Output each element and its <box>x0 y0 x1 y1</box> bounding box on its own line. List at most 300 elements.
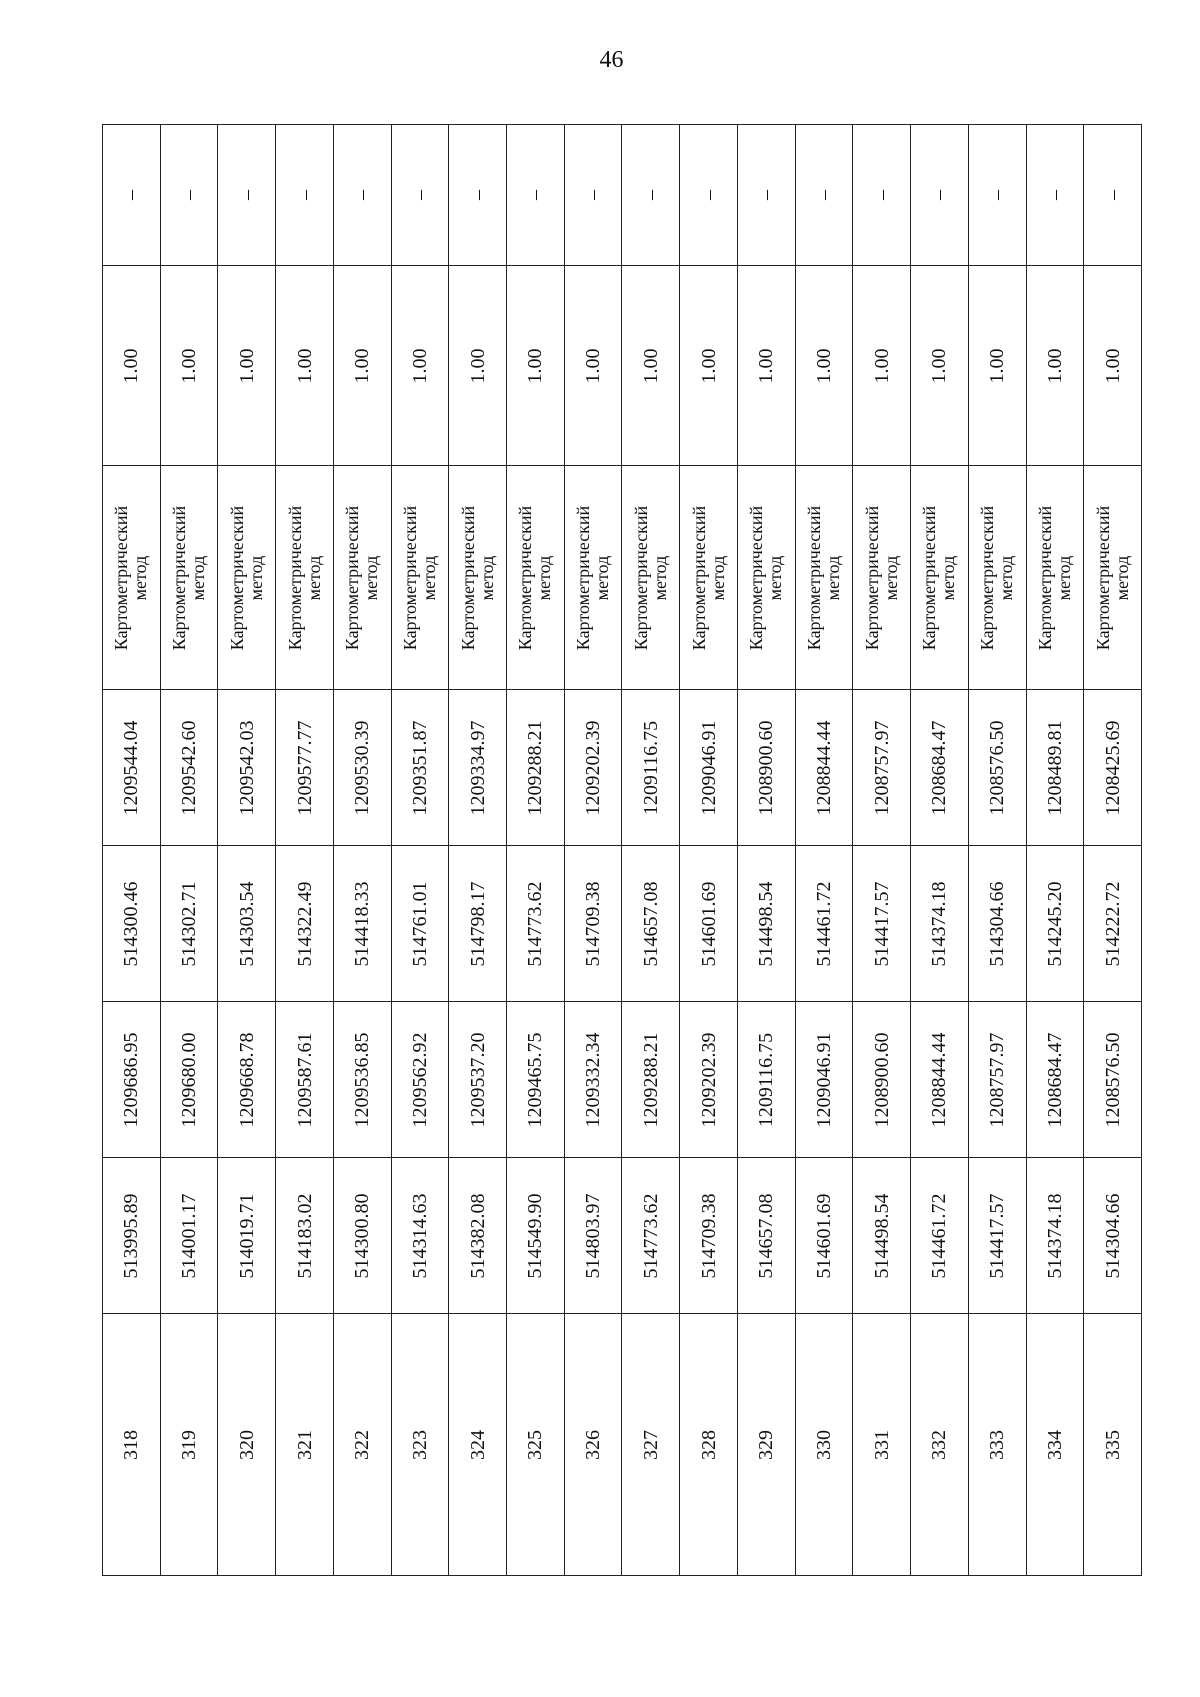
note-cell <box>565 125 622 266</box>
y1-cell <box>507 1002 564 1158</box>
method-cell <box>392 466 449 690</box>
note-text: – <box>120 190 143 200</box>
method-line: Картометрический <box>111 505 132 650</box>
table-row <box>738 125 796 1575</box>
precision-cell <box>738 266 795 466</box>
note-text: – <box>697 190 720 200</box>
note-cell <box>622 125 679 266</box>
x1-cell <box>796 1158 853 1314</box>
x2-text: 514461.72 <box>812 881 835 966</box>
y1-cell <box>392 1002 449 1158</box>
y1-cell <box>1084 1002 1141 1158</box>
x1-cell <box>103 1158 160 1314</box>
x1-text: 514374.18 <box>1043 1193 1066 1278</box>
precision-text: 1.00 <box>408 348 431 383</box>
note-text: – <box>986 190 1009 200</box>
x2-text: 514304.66 <box>986 881 1009 966</box>
note-text: – <box>1043 190 1066 200</box>
y2-text: 1209202.39 <box>582 720 605 815</box>
y1-text: 1209202.39 <box>697 1032 720 1127</box>
x2-text: 514417.57 <box>870 881 893 966</box>
point-number-text: 333 <box>986 1429 1009 1460</box>
y1-cell <box>738 1002 795 1158</box>
x1-text: 514549.90 <box>524 1193 547 1278</box>
x2-cell <box>680 846 737 1002</box>
x2-cell <box>334 846 391 1002</box>
note-cell <box>103 125 160 266</box>
method-cell <box>276 466 333 690</box>
x1-cell <box>853 1158 910 1314</box>
precision-text: 1.00 <box>870 348 893 383</box>
y2-cell <box>680 690 737 846</box>
y2-cell <box>334 690 391 846</box>
x2-text: 514773.62 <box>524 881 547 966</box>
method-line: метод <box>592 555 613 600</box>
y2-cell <box>622 690 679 846</box>
method-text <box>1036 505 1074 649</box>
y1-text: 1208757.97 <box>986 1032 1009 1127</box>
x1-cell <box>680 1158 737 1314</box>
point-number-text: 321 <box>293 1429 316 1460</box>
method-line: Картометрический <box>399 505 420 650</box>
precision-cell <box>1084 266 1141 466</box>
x1-text: 514304.66 <box>1101 1193 1124 1278</box>
method-cell <box>622 466 679 690</box>
y2-cell <box>161 690 218 846</box>
x1-text: 514498.54 <box>870 1193 893 1278</box>
note-text: – <box>639 190 662 200</box>
method-line: Картометрический <box>1092 505 1113 650</box>
y1-cell <box>103 1002 160 1158</box>
method-text <box>978 505 1016 649</box>
precision-text: 1.00 <box>524 348 547 383</box>
method-cell <box>853 466 910 690</box>
y2-cell <box>853 690 910 846</box>
y2-text: 1209542.03 <box>235 720 258 815</box>
precision-cell <box>334 266 391 466</box>
y2-text: 1209542.60 <box>178 720 201 815</box>
y2-cell <box>218 690 275 846</box>
method-cell <box>565 466 622 690</box>
method-line: Картометрический <box>630 505 651 650</box>
point-number-cell <box>622 1314 679 1575</box>
point-number-cell <box>392 1314 449 1575</box>
point-number-cell <box>276 1314 333 1575</box>
method-line: Картометрический <box>861 505 882 650</box>
method-line: Картометрический <box>457 505 478 650</box>
x1-text: 514183.02 <box>293 1193 316 1278</box>
precision-text: 1.00 <box>1043 348 1066 383</box>
x1-text: 514601.69 <box>812 1193 835 1278</box>
method-cell <box>911 466 968 690</box>
point-number-cell <box>1027 1314 1084 1575</box>
y2-text: 1208757.97 <box>870 720 893 815</box>
precision-text: 1.00 <box>235 348 258 383</box>
x2-cell <box>449 846 506 1002</box>
y1-cell <box>680 1002 737 1158</box>
note-cell <box>449 125 506 266</box>
method-line: Картометрический <box>515 505 536 650</box>
precision-text: 1.00 <box>1101 348 1124 383</box>
method-cell <box>218 466 275 690</box>
precision-text: 1.00 <box>639 348 662 383</box>
note-text: – <box>178 190 201 200</box>
x2-text: 514245.20 <box>1043 881 1066 966</box>
y1-text: 1209680.00 <box>178 1032 201 1127</box>
point-number-cell <box>449 1314 506 1575</box>
note-cell <box>680 125 737 266</box>
y2-cell <box>738 690 795 846</box>
x1-text: 514019.71 <box>235 1193 258 1278</box>
point-number-cell <box>738 1314 795 1575</box>
method-line: Картометрический <box>746 505 767 650</box>
note-text: – <box>235 190 258 200</box>
y2-text: 1209530.39 <box>351 720 374 815</box>
method-line: метод <box>188 555 209 600</box>
y1-cell <box>969 1002 1026 1158</box>
table-row <box>796 125 854 1575</box>
precision-cell <box>276 266 333 466</box>
method-line: Картометрический <box>977 505 998 650</box>
point-number-text: 325 <box>524 1429 547 1460</box>
method-line: метод <box>476 555 497 600</box>
page-number: 46 <box>599 47 624 73</box>
note-cell <box>507 125 564 266</box>
method-line: метод <box>534 555 555 600</box>
method-line: метод <box>707 555 728 600</box>
x2-text: 514798.17 <box>466 881 489 966</box>
note-text: – <box>408 190 431 200</box>
x1-cell <box>392 1158 449 1314</box>
note-cell <box>392 125 449 266</box>
method-text <box>112 505 150 649</box>
x2-cell <box>507 846 564 1002</box>
method-line: Картометрический <box>226 505 247 650</box>
note-text: – <box>351 190 374 200</box>
method-cell <box>507 466 564 690</box>
x1-cell <box>449 1158 506 1314</box>
point-number-text: 319 <box>178 1429 201 1460</box>
y2-text: 1208900.60 <box>755 720 778 815</box>
x2-cell <box>1027 846 1084 1002</box>
note-text: – <box>524 190 547 200</box>
point-number-text: 334 <box>1043 1429 1066 1460</box>
y2-cell <box>103 690 160 846</box>
point-number-text: 324 <box>466 1429 489 1460</box>
x2-text: 514322.49 <box>293 881 316 966</box>
y1-text: 1208684.47 <box>1043 1032 1066 1127</box>
y2-cell <box>1084 690 1141 846</box>
y1-cell <box>911 1002 968 1158</box>
method-line: метод <box>822 555 843 600</box>
point-number-cell <box>334 1314 391 1575</box>
y1-text: 1209046.91 <box>812 1032 835 1127</box>
y1-text: 1209116.75 <box>755 1032 778 1127</box>
x2-text: 514709.38 <box>582 881 605 966</box>
x1-text: 514803.97 <box>582 1193 605 1278</box>
method-text <box>1094 505 1132 649</box>
x2-cell <box>911 846 968 1002</box>
precision-cell <box>392 266 449 466</box>
method-cell <box>680 466 737 690</box>
x2-cell <box>796 846 853 1002</box>
y2-text: 1208425.69 <box>1101 720 1124 815</box>
note-cell <box>911 125 968 266</box>
y1-text: 1209686.95 <box>120 1032 143 1127</box>
x1-text: 514709.38 <box>697 1193 720 1278</box>
precision-text: 1.00 <box>697 348 720 383</box>
y1-text: 1209537.20 <box>466 1032 489 1127</box>
x1-cell <box>565 1158 622 1314</box>
table-row <box>1084 125 1142 1575</box>
table-row <box>622 125 680 1575</box>
point-number-cell <box>565 1314 622 1575</box>
method-cell <box>334 466 391 690</box>
method-cell <box>449 466 506 690</box>
method-cell <box>161 466 218 690</box>
x1-text: 514657.08 <box>755 1193 778 1278</box>
x1-text: 514461.72 <box>928 1193 951 1278</box>
method-line: метод <box>303 555 324 600</box>
precision-cell <box>796 266 853 466</box>
point-number-text: 331 <box>870 1429 893 1460</box>
method-cell <box>1027 466 1084 690</box>
note-cell <box>161 125 218 266</box>
method-line: метод <box>130 555 151 600</box>
x2-text: 514498.54 <box>755 881 778 966</box>
note-text: – <box>1101 190 1124 200</box>
note-text: – <box>466 190 489 200</box>
note-text: – <box>582 190 605 200</box>
y1-cell <box>276 1002 333 1158</box>
note-cell <box>853 125 910 266</box>
point-number-cell <box>680 1314 737 1575</box>
precision-text: 1.00 <box>986 348 1009 383</box>
method-line: Картометрический <box>169 505 190 650</box>
precision-cell <box>161 266 218 466</box>
point-number-text: 318 <box>120 1429 143 1460</box>
note-cell <box>796 125 853 266</box>
y1-cell <box>796 1002 853 1158</box>
precision-cell <box>565 266 622 466</box>
method-text <box>401 505 439 649</box>
x2-cell <box>1084 846 1141 1002</box>
x2-text: 514222.72 <box>1101 881 1124 966</box>
y1-cell <box>622 1002 679 1158</box>
method-line: метод <box>996 555 1017 600</box>
y2-cell <box>796 690 853 846</box>
x2-cell <box>392 846 449 1002</box>
point-number-cell <box>1084 1314 1141 1575</box>
method-line: Картометрический <box>919 505 940 650</box>
y1-cell <box>565 1002 622 1158</box>
method-cell <box>796 466 853 690</box>
y2-text: 1209544.04 <box>120 720 143 815</box>
point-number-text: 332 <box>928 1429 951 1460</box>
precision-cell <box>103 266 160 466</box>
method-line: Картометрический <box>284 505 305 650</box>
y2-text: 1209577.77 <box>293 720 316 815</box>
method-cell <box>969 466 1026 690</box>
precision-cell <box>449 266 506 466</box>
precision-text: 1.00 <box>755 348 778 383</box>
method-text <box>459 505 497 649</box>
x2-text: 514418.33 <box>351 881 374 966</box>
table-row <box>392 125 450 1575</box>
note-cell <box>1084 125 1141 266</box>
point-number-cell <box>853 1314 910 1575</box>
y2-text: 1208489.81 <box>1043 720 1066 815</box>
coordinates-table <box>102 124 1142 1576</box>
point-number-text: 320 <box>235 1429 258 1460</box>
point-number-text: 323 <box>408 1429 431 1460</box>
y1-text: 1209288.21 <box>639 1032 662 1127</box>
x1-cell <box>276 1158 333 1314</box>
y2-text: 1208576.50 <box>986 720 1009 815</box>
table-row <box>853 125 911 1575</box>
point-number-text: 326 <box>582 1429 605 1460</box>
x1-text: 514382.08 <box>466 1193 489 1278</box>
y2-cell <box>911 690 968 846</box>
x1-cell <box>1084 1158 1141 1314</box>
point-number-cell <box>507 1314 564 1575</box>
x2-cell <box>622 846 679 1002</box>
x1-text: 513995.89 <box>120 1193 143 1278</box>
note-text: – <box>293 190 316 200</box>
method-text <box>343 505 381 649</box>
x2-text: 514761.01 <box>408 881 431 966</box>
point-number-cell <box>218 1314 275 1575</box>
method-text <box>286 505 324 649</box>
table-row <box>507 125 565 1575</box>
note-cell <box>276 125 333 266</box>
precision-text: 1.00 <box>812 348 835 383</box>
precision-cell <box>853 266 910 466</box>
note-cell <box>738 125 795 266</box>
y1-text: 1208844.44 <box>928 1032 951 1127</box>
x2-cell <box>276 846 333 1002</box>
precision-text: 1.00 <box>466 348 489 383</box>
x1-cell <box>161 1158 218 1314</box>
method-cell <box>738 466 795 690</box>
y1-text: 1208576.50 <box>1101 1032 1124 1127</box>
precision-cell <box>680 266 737 466</box>
y2-cell <box>392 690 449 846</box>
point-number-cell <box>796 1314 853 1575</box>
x2-cell <box>103 846 160 1002</box>
y1-text: 1209332.34 <box>582 1032 605 1127</box>
method-line: метод <box>1111 555 1132 600</box>
point-number-cell <box>969 1314 1026 1575</box>
table-row <box>911 125 969 1575</box>
method-line: Картометрический <box>1034 505 1055 650</box>
y2-text: 1208684.47 <box>928 720 951 815</box>
x1-text: 514314.63 <box>408 1193 431 1278</box>
y2-cell <box>276 690 333 846</box>
x2-text: 514300.46 <box>120 881 143 966</box>
method-text <box>632 505 670 649</box>
x1-text: 514001.17 <box>178 1193 201 1278</box>
x2-text: 514302.71 <box>178 881 201 966</box>
x2-cell <box>853 846 910 1002</box>
table-row <box>1027 125 1085 1575</box>
x1-cell <box>334 1158 391 1314</box>
x2-cell <box>565 846 622 1002</box>
x2-text: 514303.54 <box>235 881 258 966</box>
y1-text: 1209562.92 <box>408 1032 431 1127</box>
y2-text: 1209046.91 <box>697 720 720 815</box>
method-line: метод <box>245 555 266 600</box>
x2-cell <box>969 846 1026 1002</box>
y2-text: 1208844.44 <box>812 720 835 815</box>
table-row <box>565 125 623 1575</box>
method-text <box>747 505 785 649</box>
note-text: – <box>928 190 951 200</box>
x1-cell <box>969 1158 1026 1314</box>
x2-text: 514657.08 <box>639 881 662 966</box>
precision-text: 1.00 <box>178 348 201 383</box>
point-number-cell <box>161 1314 218 1575</box>
note-text: – <box>870 190 893 200</box>
precision-cell <box>1027 266 1084 466</box>
note-cell <box>969 125 1026 266</box>
precision-cell <box>507 266 564 466</box>
x1-cell <box>218 1158 275 1314</box>
method-line: метод <box>361 555 382 600</box>
x1-cell <box>507 1158 564 1314</box>
y2-text: 1209288.21 <box>524 720 547 815</box>
point-number-text: 329 <box>755 1429 778 1460</box>
note-cell <box>1027 125 1084 266</box>
table-row <box>161 125 219 1575</box>
method-line: метод <box>1053 555 1074 600</box>
method-text <box>690 505 728 649</box>
point-number-text: 328 <box>697 1429 720 1460</box>
method-text <box>170 505 208 649</box>
point-number-text: 327 <box>639 1429 662 1460</box>
y1-text: 1209465.75 <box>524 1032 547 1127</box>
method-cell <box>1084 466 1141 690</box>
x2-cell <box>218 846 275 1002</box>
x1-text: 514417.57 <box>986 1193 1009 1278</box>
method-cell <box>103 466 160 690</box>
note-text: – <box>812 190 835 200</box>
precision-cell <box>911 266 968 466</box>
y2-cell <box>969 690 1026 846</box>
method-line: метод <box>649 555 670 600</box>
precision-cell <box>622 266 679 466</box>
y1-text: 1209587.61 <box>293 1032 316 1127</box>
method-text <box>228 505 266 649</box>
note-cell <box>218 125 275 266</box>
precision-text: 1.00 <box>351 348 374 383</box>
method-line: метод <box>880 555 901 600</box>
x1-cell <box>622 1158 679 1314</box>
precision-cell <box>218 266 275 466</box>
method-line: метод <box>938 555 959 600</box>
precision-text: 1.00 <box>928 348 951 383</box>
table-row <box>449 125 507 1575</box>
method-text <box>574 505 612 649</box>
precision-text: 1.00 <box>120 348 143 383</box>
method-line: Картометрический <box>688 505 709 650</box>
point-number-text: 330 <box>812 1429 835 1460</box>
y2-cell <box>1027 690 1084 846</box>
method-line: Картометрический <box>573 505 594 650</box>
point-number-cell <box>911 1314 968 1575</box>
y1-text: 1209668.78 <box>235 1032 258 1127</box>
note-cell <box>334 125 391 266</box>
